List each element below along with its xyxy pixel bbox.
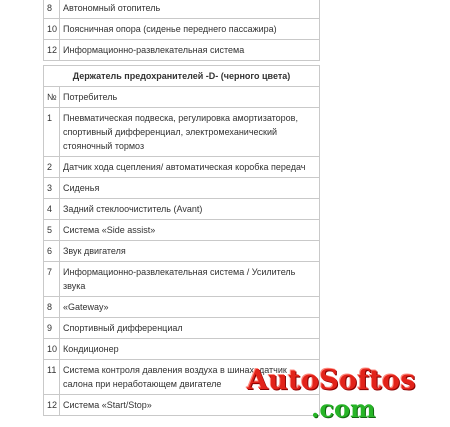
table-row <box>44 40 320 61</box>
row-consumer: Поясничная опора (сиденье переднего пассажира) <box>60 19 320 40</box>
row-consumer: Автономный отопитель <box>60 0 320 19</box>
table-row <box>44 241 320 262</box>
row-number: 6 <box>44 241 60 262</box>
row-number: 8 <box>44 297 60 318</box>
table-row <box>44 297 320 318</box>
row-consumer: Пневматическая подвеска, регулировка амортизаторов, спортивный дифференциал, электромеханический стояночный тормоз <box>60 108 320 157</box>
fuse-table <box>43 0 320 61</box>
table-row <box>44 199 320 220</box>
row-number: 10 <box>44 339 60 360</box>
row-consumer: Датчик хода сцепления/ автоматическая коробка передач <box>60 157 320 178</box>
row-number: 5 <box>44 220 60 241</box>
row-number: 11 <box>44 360 60 395</box>
row-number: 9 <box>44 318 60 339</box>
row-number: 2 <box>44 157 60 178</box>
table-row <box>44 318 320 339</box>
table-row <box>44 220 320 241</box>
watermark-brand: AutoSoftos <box>247 365 416 396</box>
table-row <box>44 339 320 360</box>
table-row <box>44 157 320 178</box>
table-row <box>44 178 320 199</box>
row-number: 10 <box>44 19 60 40</box>
row-consumer: Система «Start/Stop» <box>60 395 320 416</box>
row-number: 8 <box>44 0 60 19</box>
row-consumer: Сиденья <box>60 178 320 199</box>
table-header-row <box>44 66 320 87</box>
row-consumer: Информационно-развлекательная система / Усилитель звука <box>60 262 320 297</box>
row-consumer: Кондиционер <box>60 339 320 360</box>
row-number: 3 <box>44 178 60 199</box>
row-number: 7 <box>44 262 60 297</box>
row-consumer: Информационно-развлекательная система <box>60 40 320 61</box>
table-row <box>44 0 320 19</box>
row-consumer: Система «Side assist» <box>60 220 320 241</box>
row-number: 4 <box>44 199 60 220</box>
row-consumer: Спортивный дифференциал <box>60 318 320 339</box>
column-header-number: № <box>44 87 60 108</box>
table-row <box>44 360 320 395</box>
table-row <box>44 395 320 416</box>
row-consumer: Система контроля давления воздуха в шинах, датчик салона при неработающем двигателе <box>60 360 320 395</box>
table-row <box>44 19 320 40</box>
row-number: 12 <box>44 395 60 416</box>
row-consumer: Звук двигателя <box>60 241 320 262</box>
row-number: 1 <box>44 108 60 157</box>
row-consumer: Задний стеклоочиститель (Avant) <box>60 199 320 220</box>
watermark-domain: .com <box>311 394 376 423</box>
table-row <box>44 262 320 297</box>
table-row <box>44 108 320 157</box>
row-number: 12 <box>44 40 60 61</box>
fuse-holder-title: Держатель предохранителей -D- (черного цвета) <box>44 66 320 87</box>
column-header-consumer: Потребитель <box>60 87 320 108</box>
column-header-row <box>44 87 320 108</box>
fuse-holder-d-table <box>43 65 320 416</box>
row-consumer: «Gateway» <box>60 297 320 318</box>
